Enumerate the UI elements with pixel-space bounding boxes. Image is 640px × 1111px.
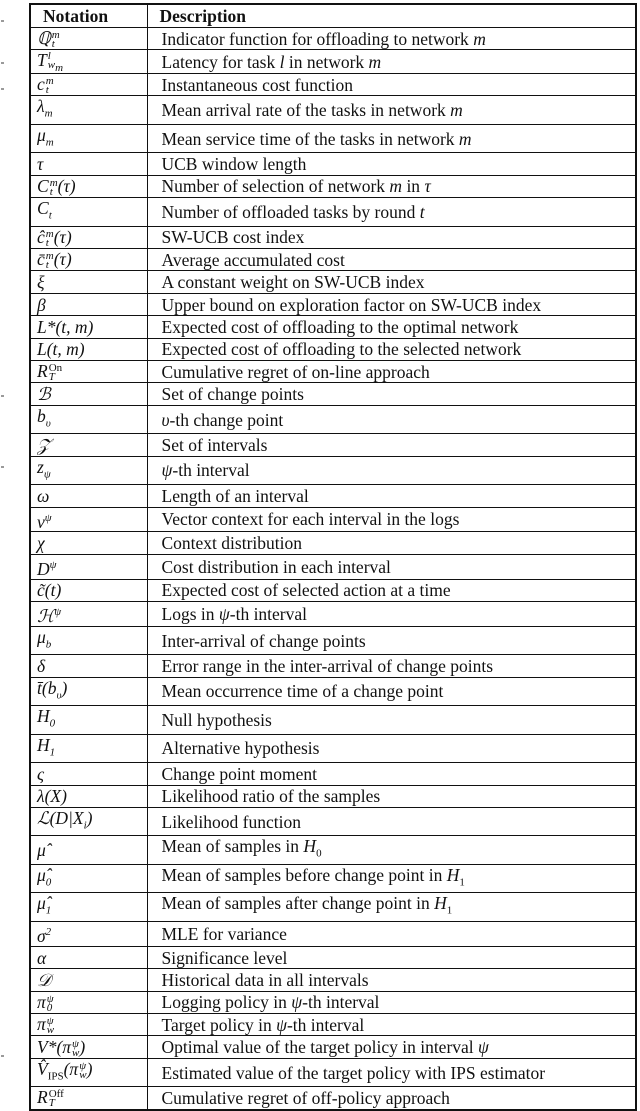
notation-cell: τ — [30, 153, 147, 175]
description-cell: Upper bound on exploration factor on SW-UCB index — [147, 293, 636, 315]
description-cell: Number of offloaded tasks by round t — [147, 198, 636, 227]
table-row — [30, 28, 636, 50]
margin-mark — [1, 62, 4, 64]
notation-cell: ℋ$^\psi$ — [30, 601, 147, 626]
description-cell: A constant weight on SW-UCB index — [147, 271, 636, 293]
description-cell: Mean of samples after change point in $H_1$ — [147, 893, 636, 922]
table-row — [30, 655, 636, 677]
table-row — [30, 338, 636, 360]
description-cell: Estimated value of the target policy with IPS estimator — [147, 1058, 636, 1087]
notation-cell: $D^\psi$ — [30, 554, 147, 579]
table-row — [30, 405, 636, 434]
header-description: Description — [147, 4, 636, 28]
description-cell: Length of an interval — [147, 485, 636, 507]
table-row — [30, 734, 636, 763]
notation-cell: $\mu_m$ — [30, 124, 147, 153]
description-cell: Cumulative regret of on-line approach — [147, 360, 636, 382]
description-cell: Likelihood function — [147, 807, 636, 836]
description-cell: Mean of samples before change point in $H_1$ — [147, 864, 636, 893]
description-cell: Mean of samples in $H_0$ — [147, 836, 636, 865]
notation-cell: $\lambda_m$ — [30, 96, 147, 125]
description-cell: Mean arrival rate of the tasks in network m — [147, 96, 636, 125]
table-row — [30, 763, 636, 785]
description-cell: Indicator function for offloading to network m — [147, 28, 636, 50]
description-cell: Target policy in ψ-th interval — [147, 1013, 636, 1035]
notation-cell: L*(t, m) — [30, 316, 147, 338]
description-cell: Expected cost of selected action at a time — [147, 579, 636, 601]
description-cell: Likelihood ratio of the samples — [147, 785, 636, 807]
description-cell: Cost distribution in each interval — [147, 554, 636, 579]
notation-cell: $b_\upsilon$ — [30, 405, 147, 434]
table-row — [30, 991, 636, 1013]
description-cell: Set of intervals — [147, 434, 636, 456]
notation-cell: ℬ — [30, 383, 147, 405]
description-cell: Latency for task l in network m — [147, 50, 636, 74]
table-row — [30, 507, 636, 532]
description-cell: Alternative hypothesis — [147, 734, 636, 763]
description-cell: Inter-arrival of change points — [147, 626, 636, 655]
table-body — [30, 28, 636, 1110]
table-row — [30, 893, 636, 922]
notation-cell: ℚ m t — [30, 28, 147, 50]
notation-cell: π ψ 0 — [30, 991, 147, 1013]
notation-cell: $ℒ(D|X_i)$ — [30, 807, 147, 836]
description-cell: UCB window length — [147, 153, 636, 175]
table-row — [30, 124, 636, 153]
description-cell: Error range in the inter-arrival of change points — [147, 655, 636, 677]
description-cell: Change point moment — [147, 763, 636, 785]
header-notation: Notation — [30, 4, 147, 28]
description-cell: Context distribution — [147, 532, 636, 554]
notation-cell: δ — [30, 655, 147, 677]
table-row — [30, 50, 636, 74]
notation-cell: π ψ w — [30, 1013, 147, 1035]
left-margin-marks — [0, 0, 10, 1071]
notation-cell: c̄ m t (τ) — [30, 249, 147, 271]
notation-cell: $\mû_0$ — [30, 864, 147, 893]
margin-mark — [1, 466, 4, 468]
table-row — [30, 532, 636, 554]
description-cell: Logs in ψ-th interval — [147, 601, 636, 626]
table-row — [30, 1013, 636, 1035]
table-row — [30, 249, 636, 271]
notation-cell: T l $w_m$ — [30, 50, 147, 74]
table-row — [30, 316, 636, 338]
table-row — [30, 1087, 636, 1110]
notation-cell: α — [30, 946, 147, 968]
description-cell: Logging policy in ψ-th interval — [147, 991, 636, 1013]
table-row — [30, 706, 636, 735]
notation-cell: 𝒵 — [30, 434, 147, 456]
description-cell: Set of change points — [147, 383, 636, 405]
table-row — [30, 1058, 636, 1087]
notation-cell: $z_\psi$ — [30, 456, 147, 485]
notation-cell: $\mû_1$ — [30, 893, 147, 922]
notation-cell: $\nu^\psi$ — [30, 507, 147, 532]
margin-mark — [1, 20, 4, 22]
description-cell: Average accumulated cost — [147, 249, 636, 271]
table-row — [30, 73, 636, 95]
table-row — [30, 626, 636, 655]
notation-cell: $\mu_b$ — [30, 626, 147, 655]
table-row — [30, 485, 636, 507]
table-row — [30, 360, 636, 382]
description-cell: Cumulative regret of off-policy approach — [147, 1087, 636, 1110]
notation-cell: ĉ m t (τ) — [30, 226, 147, 248]
description-cell: ψ-th interval — [147, 456, 636, 485]
notation-cell: c̃(t) — [30, 579, 147, 601]
notation-cell: R On T — [30, 360, 147, 382]
table-row — [30, 864, 636, 893]
description-cell: Mean service time of the tasks in network m — [147, 124, 636, 153]
table-row — [30, 677, 636, 706]
notation-cell: λ(X) — [30, 785, 147, 807]
notation-cell: μ̂ — [30, 836, 147, 865]
description-cell: SW-UCB cost index — [147, 226, 636, 248]
table-row — [30, 946, 636, 968]
description-cell: Expected cost of offloading to the selected network — [147, 338, 636, 360]
table-row — [30, 153, 636, 175]
description-cell: Expected cost of offloading to the optimal network — [147, 316, 636, 338]
notation-cell: ς — [30, 763, 147, 785]
description-cell: Number of selection of network m in τ — [147, 175, 636, 197]
description-cell: Mean occurrence time of a change point — [147, 677, 636, 706]
table-row — [30, 226, 636, 248]
description-cell: υ-th change point — [147, 405, 636, 434]
table-row — [30, 175, 636, 197]
notation-cell: ω — [30, 485, 147, 507]
table-row — [30, 456, 636, 485]
notation-cell: $H_0$ — [30, 706, 147, 735]
description-cell: Instantaneous cost function — [147, 73, 636, 95]
table-row — [30, 383, 636, 405]
description-cell: Null hypothesis — [147, 706, 636, 735]
notation-cell: $V̂_{IPS}(\pi$ ψ w ) — [30, 1058, 147, 1087]
description-cell: Vector context for each interval in the logs — [147, 507, 636, 532]
table-row — [30, 921, 636, 946]
notation-cell: 𝒟 — [30, 969, 147, 991]
table-row — [30, 785, 636, 807]
notation-cell: β — [30, 293, 147, 315]
notation-cell: V*(π ψ w ) — [30, 1036, 147, 1058]
notation-cell: $C_t$ — [30, 198, 147, 227]
table-row — [30, 96, 636, 125]
table-row — [30, 969, 636, 991]
notation-cell: ξ — [30, 271, 147, 293]
margin-mark — [1, 1055, 4, 1057]
table-row — [30, 198, 636, 227]
notation-cell: L(t, m) — [30, 338, 147, 360]
table-row — [30, 1036, 636, 1058]
table-row — [30, 434, 636, 456]
description-cell: Historical data in all intervals — [147, 969, 636, 991]
notation-cell: $t̄(b_\upsilon)$ — [30, 677, 147, 706]
margin-mark — [1, 88, 4, 90]
notation-cell: χ — [30, 532, 147, 554]
notation-cell: R Off T — [30, 1087, 147, 1110]
description-cell: Significance level — [147, 946, 636, 968]
table-row — [30, 554, 636, 579]
table-row — [30, 271, 636, 293]
notation-cell: $H_1$ — [30, 734, 147, 763]
table-row — [30, 293, 636, 315]
notation-cell: C m t (τ) — [30, 175, 147, 197]
notation-cell: $\sigma^2$ — [30, 921, 147, 946]
description-cell: Optimal value of the target policy in interval ψ — [147, 1036, 636, 1058]
description-cell: MLE for variance — [147, 921, 636, 946]
notation-cell: c m t — [30, 73, 147, 95]
table-row — [30, 807, 636, 836]
table-row — [30, 836, 636, 865]
notation-table — [29, 3, 637, 1111]
table-row — [30, 579, 636, 601]
table-header-row — [30, 4, 636, 28]
table-row — [30, 601, 636, 626]
margin-mark — [1, 395, 4, 397]
